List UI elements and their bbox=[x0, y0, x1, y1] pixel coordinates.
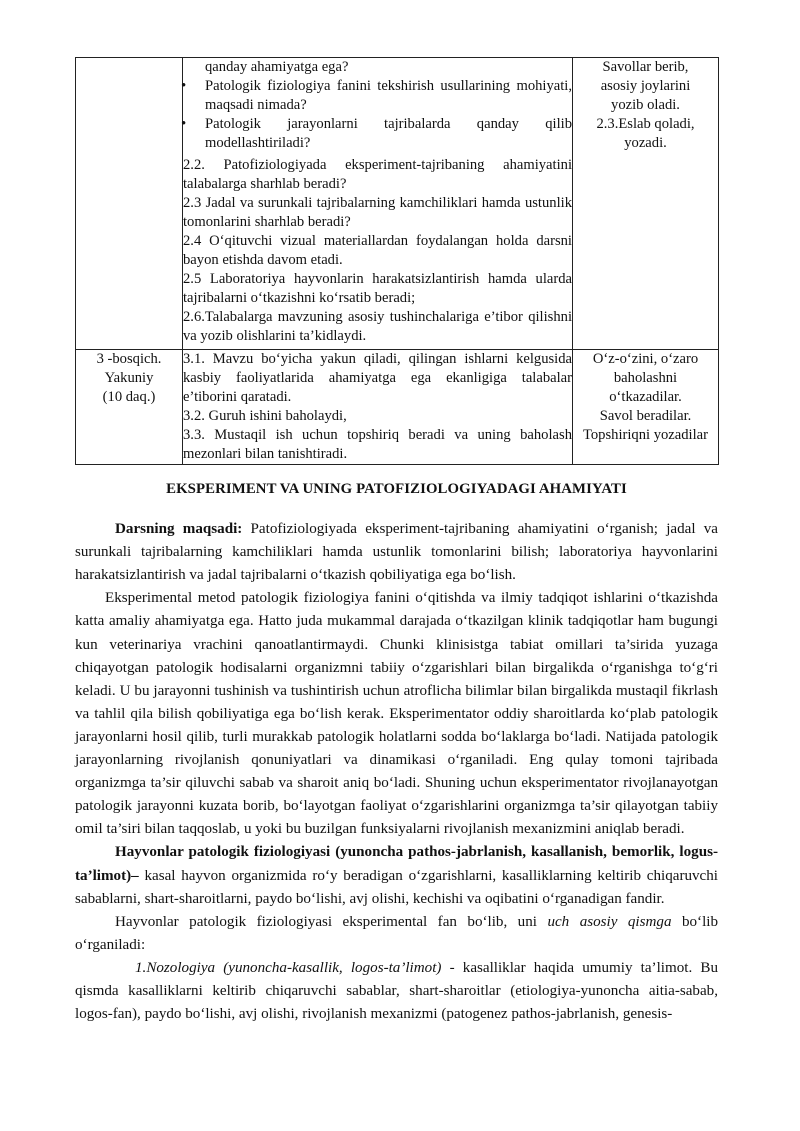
student-line: Savollar berib, bbox=[602, 59, 689, 75]
activity-item: 2.3 Jadal va surunkali tajribalarning kamchiliklari hamda ustunlik tomonlarini sharhlab beradi? bbox=[183, 195, 572, 230]
student-activity-cell bbox=[573, 58, 719, 350]
student-activity-cell bbox=[573, 350, 719, 465]
activity-item: 3.3. Mustaqil ish uchun topshiriq beradi va uning baholash mezonlari bilan tanishtiradi. bbox=[183, 427, 572, 462]
student-line: asosiy joylarini bbox=[600, 78, 691, 94]
teacher-activity-cell bbox=[183, 58, 573, 350]
list-item: • Patologik jarayonlarni tajribalarda qanday qilib modellashtiriladi? bbox=[205, 115, 572, 153]
paragraph-parts bbox=[75, 911, 718, 957]
stage-line: (10 daq.) bbox=[102, 389, 156, 405]
student-line: o‘tkazadilar. bbox=[609, 389, 682, 405]
paragraph-lesson-goal bbox=[75, 518, 718, 587]
student-line: O‘z-o‘zini, o‘zaro bbox=[592, 351, 699, 367]
lesson-plan-table bbox=[75, 57, 719, 465]
goal-text: Patofiziologiyada eksperiment-tajribaning ahamiyatini o‘rganish; jadal va surunkali tajribalarning kamchiliklari hamda ustunlik tomonlarini bilish; laboratoriya hayvonlarini harakatsizlantirish va jadal tajribalarni o‘tkazish qobiliyatiga ega bo‘lish. bbox=[75, 521, 718, 584]
table-row bbox=[76, 350, 719, 465]
goal-label: Darsning maqsadi: bbox=[115, 521, 243, 538]
paragraph-nozology bbox=[75, 957, 718, 1026]
activity-item: 2.6.Talabalarga mavzuning asosiy tushinchalariga e’tibor qilishni va yozib olishlarini ta’kidlaydi. bbox=[183, 309, 572, 344]
main-text bbox=[75, 478, 718, 1026]
stage-cell bbox=[76, 58, 183, 350]
section-heading: EKSPERIMENT VA UNING PATOFIZIOLOGIYADAGI AHAMIYATI bbox=[166, 481, 627, 497]
stage-line: 3 -bosqich. bbox=[96, 351, 162, 367]
table-row bbox=[76, 58, 719, 350]
activity-item: 3.1. Mavzu bo‘yicha yakun qiladi, qilingan ishlarni kelgusida kasbiy faoliyatlarida ahamiyatga ega ekanligiga talabalar e’tiborini qaratadi. bbox=[183, 351, 572, 405]
list-item: • Patologik fiziologiya fanini tekshirish usullarining mohiyati, maqsadi nimada? bbox=[205, 77, 572, 115]
parts-emphasis: uch asosiy qismga bbox=[547, 913, 672, 930]
nozology-text: - kasalliklar haqida umumiy ta’limot. Bu qismda kasalliklarni keltirib chiqaruvchi sabablar, shart-sharoitlar (etiologiya-yunoncha aitia-sabab, logos-fan), paydo bo‘lishi, avj olishi, rivojlanish mexanizmi (patogenez pathos-jabrlanish, genesis- bbox=[75, 959, 718, 1023]
student-line: 2.3.Eslab qoladi, bbox=[596, 116, 695, 132]
paragraph-experimental-method: Eksperimental metod patologik fiziologiya fanini o‘qitishda va ilmiy tadqiqot ishlarini o‘tkazishda katta amaliy ahamiyatga ega. Hatto juda mukammal darajada o‘tkazilgan klinik tadqiqotlar ham bugungi kun veterinariya vrachini qanoatlantirmaydi. Chunki klinisistga tabiat omillari ta’sirida yuzaga chiqayotgan patologik hodisalarni organizmni tabiiy o‘zgarishlari bilan birgalikda o‘rganishga to‘g‘ri keladi. U bu jarayonni tushinish va tushintirish uchun atroflicha bilimlar bilan birgalikda mustaqil fikrlash va tahlil qila bilish qobiliyatiga ega bo‘lish kerak. Eksperimentator oddiy sharoitlarda ko‘plab patologik jarayonlarni hosil qilib, turli murakkab patologik holatlarni sodda bo‘laklarga bo‘ladi. Natijada patologik jarayonlarning rivojlanish qonuniyatlari va dinamikasi o‘rganiladi. Eng qulay tomoni tajribada organizmga ta’sir qiluvchi sabab va sharoit aniq bo‘ladi. Shuning uchun eksperimentator rivojlanayotgan patologik jarayonni kuzata borib, bo‘layotgan faoliyat o‘zgarishlarini organizmga ta’sir qilayotgan tabiiy omil ta’siri bilan taqqoslab, u yoki bu buzilgan funksiyalarni rivojlanish mexanizmini aniqlab beradi. bbox=[75, 590, 718, 838]
stage-cell bbox=[76, 350, 183, 465]
question-list bbox=[183, 58, 572, 153]
activity-item: 2.2. Patofiziologiyada eksperiment-tajribaning ahamiyatini talabalarga sharhlab beradi? bbox=[183, 157, 572, 192]
definition-text: kasal hayvon organizmida ro‘y beradigan o‘zgarishlarni, kasalliklarning keltirib chiqaruvchi sabablarni, shart-sharoitlarni, paydo bo‘lishi, avj olishi, kechishi va oqibatini o‘rganadigan fandir. bbox=[75, 867, 718, 907]
parts-text-after: bo‘lib o‘rganiladi: bbox=[75, 913, 719, 953]
definition-term: Hayvonlar patologik fiziologiyasi (yunoncha pathos-jabrlanish, kasallanish, bemorlik, logus-ta’limot)– bbox=[75, 844, 718, 884]
list-item: qanday ahamiyatga ega? bbox=[205, 59, 349, 75]
activity-item: 2.4 O‘qituvchi vizual materiallardan foydalangan holda darsni bayon etishda davom etadi. bbox=[183, 233, 572, 268]
parts-text-before: Hayvonlar patologik fiziologiyasi eksperimental fan bo‘lib, uni bbox=[115, 913, 548, 930]
nozology-term: 1.Nozologiya (yunoncha-kasallik, logos-ta’limot) bbox=[135, 959, 442, 976]
activity-item: 2.5 Laboratoriya hayvonlarin harakatsizlantirish hamda ularda tajribalarni o‘tkazishni ko‘rsatib beradi; bbox=[183, 271, 572, 306]
teacher-activity-cell bbox=[183, 350, 573, 465]
student-line: yozib oladi. bbox=[611, 97, 680, 113]
student-line: Savol beradilar. bbox=[599, 408, 692, 424]
student-line: baholashni bbox=[613, 370, 678, 386]
paragraph-definition bbox=[75, 841, 718, 910]
student-line: Topshiriqni yozadilar bbox=[582, 427, 709, 443]
activity-item: 3.2. Guruh ishini baholaydi, bbox=[183, 408, 347, 424]
student-line: yozadi. bbox=[624, 135, 667, 151]
stage-line: Yakuniy bbox=[104, 370, 154, 386]
